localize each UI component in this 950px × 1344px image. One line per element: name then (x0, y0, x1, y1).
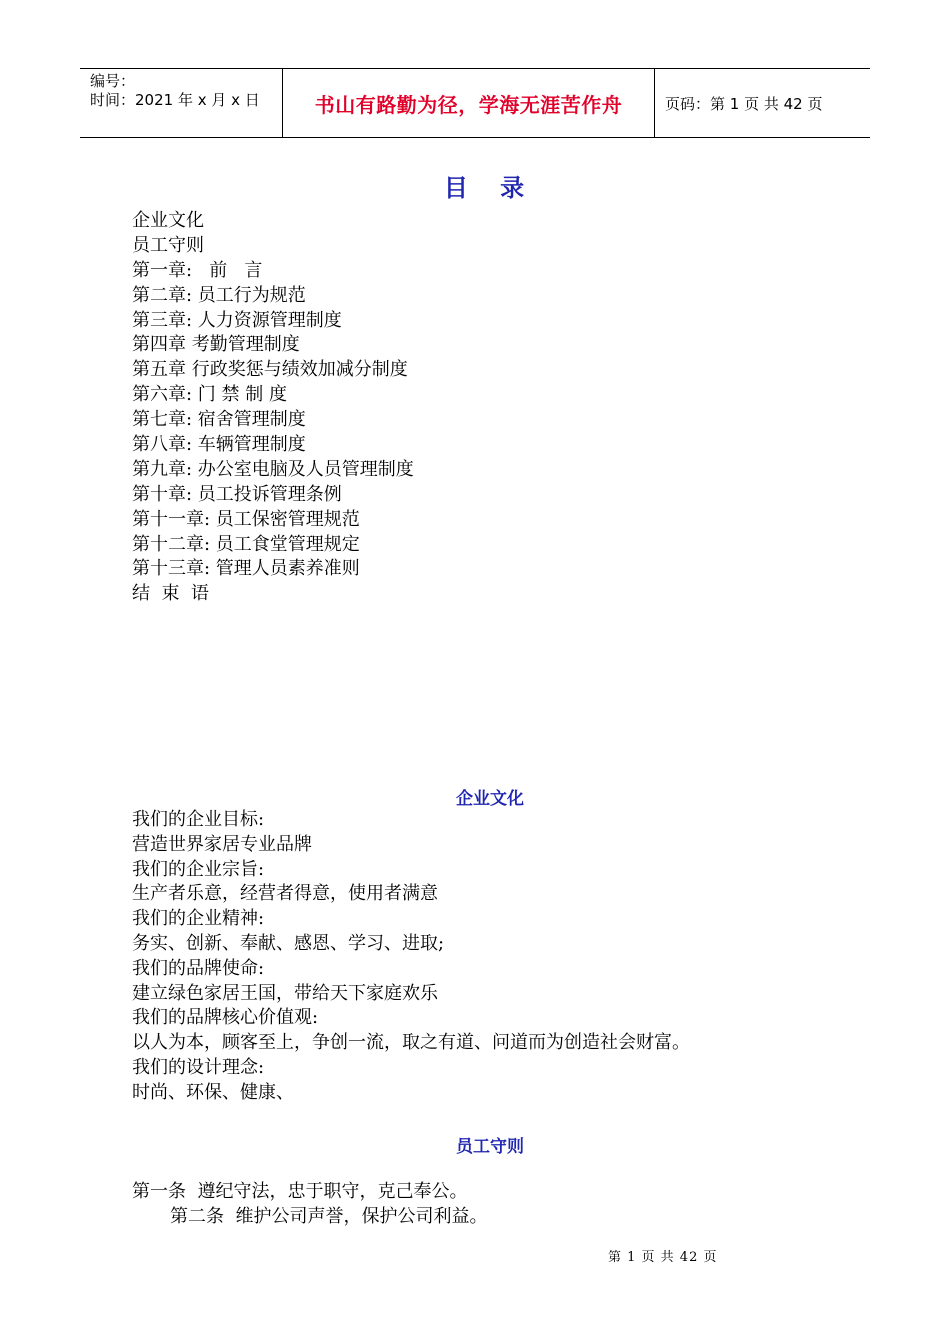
culture-line: 营造世界家居专业品牌 (132, 833, 312, 855)
toc-item[interactable]: 第十章: 员工投诉管理条例 (132, 483, 342, 505)
culture-line: 我们的品牌核心价值观: (132, 1007, 319, 1029)
culture-line: 以人为本，顾客至上，争创一流，取之有道、问道而为创造社会财富。 (132, 1032, 690, 1054)
toc-item[interactable]: 第七章: 宿舍管理制度 (132, 409, 306, 431)
date-label: 时间：2021 年 x 月 x 日 (90, 91, 260, 109)
culture-line: 我们的企业宗旨: (132, 858, 265, 880)
toc-item[interactable]: 第八章: 车辆管理制度 (132, 434, 306, 456)
culture-lines (132, 808, 690, 1106)
toc-item[interactable]: 第五章 行政奖惩与绩效加减分制度 (132, 359, 408, 381)
number-label: 编号： (90, 72, 136, 90)
toc-item[interactable]: 员工守则 (132, 234, 204, 256)
toc-title: 目 录 (443, 174, 537, 202)
page-label: 页码：第 1 页 共 42 页 (665, 94, 823, 113)
page-footer: 第 1 页 共 42 页 (608, 1250, 718, 1265)
toc-item[interactable]: 第九章: 办公室电脑及人员管理制度 (132, 458, 414, 480)
motto-text: 书山有路勤为径，学海无涯苦作舟 (314, 92, 623, 117)
toc-item[interactable]: 结 束 语 (132, 583, 209, 605)
toc-list (132, 209, 414, 607)
header-page-cell (655, 69, 870, 137)
toc-item[interactable]: 第三章: 人力资源管理制度 (132, 309, 342, 331)
toc-item[interactable]: 第十二章: 员工食堂管理规定 (132, 533, 360, 555)
rules-section-title: 员工守则 (456, 1137, 524, 1157)
header-motto-cell (282, 69, 655, 137)
culture-line: 时尚、环保、健康、 (132, 1081, 294, 1103)
culture-line: 我们的设计理念: (132, 1056, 265, 1078)
culture-line: 我们的品牌使命: (132, 957, 265, 979)
culture-line: 建立绿色家居王国，带给天下家庭欢乐 (132, 982, 438, 1004)
rule-article-2: 第二条 维护公司声誉，保护公司利益。 (170, 1206, 488, 1227)
toc-item[interactable]: 第六章: 门 禁 制 度 (132, 384, 287, 406)
toc-item[interactable]: 第十三章: 管理人员素养准则 (132, 558, 360, 580)
toc-item[interactable]: 第十一章: 员工保密管理规范 (132, 508, 360, 530)
document-header (80, 68, 870, 138)
toc-item[interactable]: 第一章: 前 言 (132, 259, 263, 281)
toc-item[interactable]: 第四章 考勤管理制度 (132, 334, 300, 356)
header-info-cell (80, 69, 282, 137)
culture-line: 务实、创新、奉献、感恩、学习、进取; (132, 932, 445, 954)
culture-section-title: 企业文化 (456, 789, 524, 809)
culture-line: 生产者乐意，经营者得意，使用者满意 (132, 883, 438, 905)
culture-line: 我们的企业目标: (132, 809, 265, 830)
rule-article-1: 第一条 遵纪守法，忠于职守，克己奉公。 (132, 1181, 468, 1202)
toc-item[interactable]: 企业文化 (132, 210, 204, 231)
culture-line: 我们的企业精神: (132, 908, 265, 930)
toc-item[interactable]: 第二章: 员工行为规范 (132, 284, 306, 306)
